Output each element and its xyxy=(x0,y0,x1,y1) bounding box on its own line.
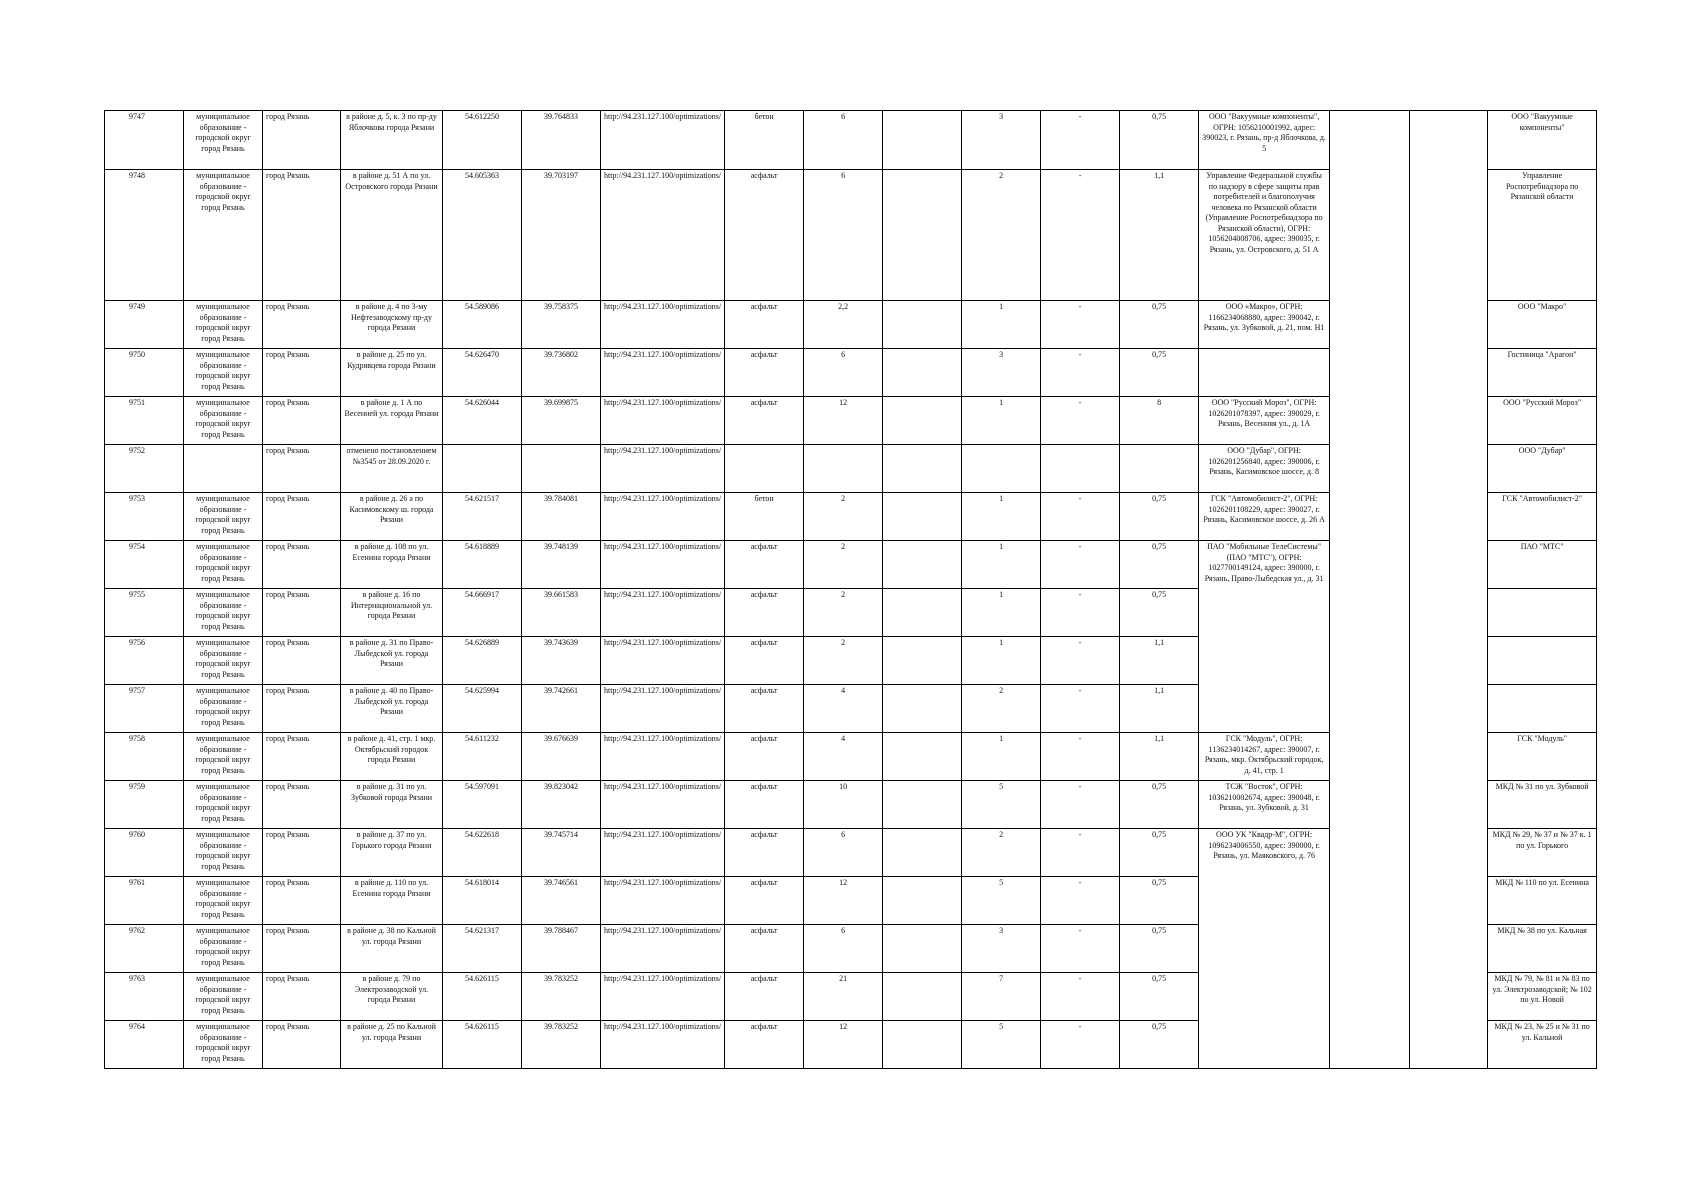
row-number: 9750 xyxy=(105,349,184,397)
latitude: 54.626889 xyxy=(443,637,522,685)
empty-cell xyxy=(883,445,962,493)
dash-cell: - xyxy=(1041,589,1120,637)
municipality xyxy=(184,445,263,493)
area-value: 12 xyxy=(804,1021,883,1069)
waste-source: Гостиница "Арагон" xyxy=(1488,349,1597,397)
area-value: 4 xyxy=(804,685,883,733)
location-address: в районе д. 5, к. 3 по пр-ду Яблочкова города Рязани xyxy=(341,111,443,170)
longitude: 39.823042 xyxy=(522,781,601,829)
dash-cell: - xyxy=(1041,973,1120,1021)
container-volume: 0,75 xyxy=(1120,781,1199,829)
dash-cell: - xyxy=(1041,637,1120,685)
area-value: 2,2 xyxy=(804,301,883,349)
municipality: муниципальное образование - городской округ город Рязань xyxy=(184,973,263,1021)
dash-cell: - xyxy=(1041,541,1120,589)
container-volume: 0,75 xyxy=(1120,349,1199,397)
empty-cell xyxy=(883,541,962,589)
waste-source: МКД № 29, № 37 и № 37 к. 1 по ул. Горького xyxy=(1488,829,1597,877)
container-count: 1 xyxy=(962,301,1041,349)
container-count: 1 xyxy=(962,541,1041,589)
latitude: 54.612250 xyxy=(443,111,522,170)
row-number: 9752 xyxy=(105,445,184,493)
waste-source: ООО "Дубар" xyxy=(1488,445,1597,493)
surface-type: асфальт xyxy=(725,541,804,589)
map-link[interactable]: http://94.231.127.100/optimizations/ xyxy=(601,973,725,1021)
city-name: город Рязань xyxy=(263,685,341,733)
location-address: в районе д. 1 А по Весенней ул. города Рязани xyxy=(341,397,443,445)
row-number: 9753 xyxy=(105,493,184,541)
container-volume: 1,1 xyxy=(1120,685,1199,733)
dash-cell: - xyxy=(1041,733,1120,781)
area-value: 4 xyxy=(804,733,883,781)
area-value: 12 xyxy=(804,397,883,445)
area-value: 6 xyxy=(804,111,883,170)
waste-source: МКД № 31 по ул. Зубковой xyxy=(1488,781,1597,829)
latitude: 54.618889 xyxy=(443,541,522,589)
municipality: муниципальное образование - городской округ город Рязань xyxy=(184,170,263,301)
waste-owner: ООО "Вакуумные компоненты", ОГРН: 1056210001992, адрес: 390023, г. Рязань, пр-д Яблочкова, д. 5 xyxy=(1199,111,1330,170)
empty-cell xyxy=(883,733,962,781)
container-volume: 1,1 xyxy=(1120,170,1199,301)
location-address: в районе д. 26 а по Касимовскому ш. города Рязани xyxy=(341,493,443,541)
area-value: 6 xyxy=(804,925,883,973)
map-link[interactable]: http://94.231.127.100/optimizations/ xyxy=(601,829,725,877)
empty-cell xyxy=(883,637,962,685)
city-name: город Рязань xyxy=(263,973,341,1021)
municipality: муниципальное образование - городской округ город Рязань xyxy=(184,685,263,733)
dash-cell: - xyxy=(1041,1021,1120,1069)
map-link[interactable]: http://94.231.127.100/optimizations/ xyxy=(601,301,725,349)
waste-owner: ПАО "Мобильные ТелеСистемы" (ПАО "МТС"), ОГРН: 1027700149124, адрес: 390000, г. Рязань, Право-Лыбедская ул., д. 31 xyxy=(1199,541,1330,733)
city-name: город Рязань xyxy=(263,349,341,397)
waste-owner: ООО "Русский Мороз", ОГРН: 1026201078397, адрес: 390029, г. Рязань, Весенняя ул., д. 1А xyxy=(1199,397,1330,445)
longitude xyxy=(522,445,601,493)
surface-type: асфальт xyxy=(725,973,804,1021)
latitude: 54.626115 xyxy=(443,973,522,1021)
map-link[interactable]: http://94.231.127.100/optimizations/ xyxy=(601,589,725,637)
waste-source: ООО "Русский Мороз" xyxy=(1488,397,1597,445)
surface-type: асфальт xyxy=(725,397,804,445)
map-link[interactable]: http://94.231.127.100/optimizations/ xyxy=(601,637,725,685)
row-number: 9755 xyxy=(105,589,184,637)
city-name: город Рязань xyxy=(263,111,341,170)
latitude: 54.626115 xyxy=(443,1021,522,1069)
area-value: 10 xyxy=(804,781,883,829)
waste-source: ООО "Макро" xyxy=(1488,301,1597,349)
waste-owner: ТСЖ "Восток", ОГРН: 1036210002674, адрес: 390048, г. Рязань, ул. Зубковой, д. 31 xyxy=(1199,781,1330,829)
waste-source xyxy=(1488,589,1597,637)
empty-cell xyxy=(883,1021,962,1069)
container-count: 7 xyxy=(962,973,1041,1021)
container-count: 1 xyxy=(962,637,1041,685)
container-count: 1 xyxy=(962,493,1041,541)
dash-cell: - xyxy=(1041,349,1120,397)
dash-cell: - xyxy=(1041,493,1120,541)
row-number: 9757 xyxy=(105,685,184,733)
longitude: 39.764833 xyxy=(522,111,601,170)
latitude: 54.589086 xyxy=(443,301,522,349)
dash-cell: - xyxy=(1041,397,1120,445)
waste-source: Управление Роспотребнадзора по Рязанской области xyxy=(1488,170,1597,301)
map-link[interactable]: http://94.231.127.100/optimizations/ xyxy=(601,781,725,829)
dash-cell: - xyxy=(1041,877,1120,925)
surface-type: бетон xyxy=(725,111,804,170)
container-count: 1 xyxy=(962,733,1041,781)
location-address: в районе д. 110 по ул. Есенина города Рязани xyxy=(341,877,443,925)
city-name: город Рязань xyxy=(263,877,341,925)
waste-source xyxy=(1488,685,1597,733)
empty-cell xyxy=(883,925,962,973)
container-count: 3 xyxy=(962,925,1041,973)
map-link[interactable]: http://94.231.127.100/optimizations/ xyxy=(601,170,725,301)
container-volume: 0,75 xyxy=(1120,829,1199,877)
surface-type: асфальт xyxy=(725,349,804,397)
location-address: в районе д. 40 по Право-Лыбедской ул. города Рязани xyxy=(341,685,443,733)
area-value: 2 xyxy=(804,589,883,637)
waste-source: ГСК "Модуль" xyxy=(1488,733,1597,781)
municipality: муниципальное образование - городской округ город Рязань xyxy=(184,829,263,877)
container-volume: 0,75 xyxy=(1120,493,1199,541)
location-address: в районе д. 41, стр. 1 мкр. Октябрьский городок города Рязани xyxy=(341,733,443,781)
latitude: 54.626470 xyxy=(443,349,522,397)
container-count: 1 xyxy=(962,589,1041,637)
container-volume xyxy=(1120,445,1199,493)
longitude: 39.743639 xyxy=(522,637,601,685)
row-number: 9764 xyxy=(105,1021,184,1069)
row-number: 9749 xyxy=(105,301,184,349)
location-address: в районе д. 37 по ул. Горького города Рязани xyxy=(341,829,443,877)
map-link[interactable]: http://94.231.127.100/optimizations/ xyxy=(601,877,725,925)
city-name: город Рязань xyxy=(263,445,341,493)
waste-source: ПАО "МТС" xyxy=(1488,541,1597,589)
municipality: муниципальное образование - городской округ город Рязань xyxy=(184,349,263,397)
empty-cell xyxy=(1330,111,1410,1069)
municipality: муниципальное образование - городской округ город Рязань xyxy=(184,493,263,541)
surface-type: бетон xyxy=(725,493,804,541)
location-address: в районе д. 79 по Электрозаводской ул. города Рязани xyxy=(341,973,443,1021)
city-name: город Рязань xyxy=(263,1021,341,1069)
row-number: 9763 xyxy=(105,973,184,1021)
waste-source: МКД № 23, № 25 и № 31 по ул. Кальной xyxy=(1488,1021,1597,1069)
longitude: 39.742661 xyxy=(522,685,601,733)
container-count: 3 xyxy=(962,349,1041,397)
map-link[interactable]: http://94.231.127.100/optimizations/ xyxy=(601,685,725,733)
latitude xyxy=(443,445,522,493)
latitude: 54.621517 xyxy=(443,493,522,541)
city-name: город Рязань xyxy=(263,637,341,685)
row-number: 9748 xyxy=(105,170,184,301)
row-number: 9762 xyxy=(105,925,184,973)
row-number: 9761 xyxy=(105,877,184,925)
city-name: город Рязань xyxy=(263,397,341,445)
dash-cell: - xyxy=(1041,111,1120,170)
container-volume: 0,75 xyxy=(1120,589,1199,637)
latitude: 54.597091 xyxy=(443,781,522,829)
city-name: город Рязань xyxy=(263,781,341,829)
latitude: 54.622618 xyxy=(443,829,522,877)
city-name: город Рязань xyxy=(263,829,341,877)
registry-rows xyxy=(105,111,1597,1069)
location-address: в районе д. 25 по Кальной ул. города Рязани xyxy=(341,1021,443,1069)
map-link[interactable]: http://94.231.127.100/optimizations/ xyxy=(601,1021,725,1069)
table-row xyxy=(105,111,1597,170)
municipality: муниципальное образование - городской округ город Рязань xyxy=(184,397,263,445)
city-name: город Рязань xyxy=(263,493,341,541)
surface-type: асфальт xyxy=(725,781,804,829)
empty-cell xyxy=(883,349,962,397)
location-address: в районе д. 16 по Интернациональной ул. города Рязани xyxy=(341,589,443,637)
container-volume: 0,75 xyxy=(1120,541,1199,589)
municipality: муниципальное образование - городской округ город Рязань xyxy=(184,781,263,829)
empty-cell xyxy=(883,111,962,170)
area-value xyxy=(804,445,883,493)
latitude: 54.605363 xyxy=(443,170,522,301)
municipality: муниципальное образование - городской округ город Рязань xyxy=(184,637,263,685)
location-address: в районе д. 51 А по ул. Островского города Рязани xyxy=(341,170,443,301)
longitude: 39.783252 xyxy=(522,1021,601,1069)
container-volume: 1,1 xyxy=(1120,733,1199,781)
surface-type: асфальт xyxy=(725,170,804,301)
municipality: муниципальное образование - городской округ город Рязань xyxy=(184,1021,263,1069)
latitude: 54.625994 xyxy=(443,685,522,733)
surface-type: асфальт xyxy=(725,877,804,925)
row-number: 9760 xyxy=(105,829,184,877)
longitude: 39.746561 xyxy=(522,877,601,925)
latitude: 54.621317 xyxy=(443,925,522,973)
container-volume: 0,75 xyxy=(1120,973,1199,1021)
location-address: в районе д. 4 по 3-му Нефтезаводскому пр-ду города Рязани xyxy=(341,301,443,349)
container-count: 2 xyxy=(962,829,1041,877)
dash-cell: - xyxy=(1041,925,1120,973)
longitude: 39.699875 xyxy=(522,397,601,445)
area-value: 21 xyxy=(804,973,883,1021)
municipality: муниципальное образование - городской округ город Рязань xyxy=(184,589,263,637)
row-number: 9756 xyxy=(105,637,184,685)
surface-type xyxy=(725,445,804,493)
dash-cell: - xyxy=(1041,685,1120,733)
row-number: 9759 xyxy=(105,781,184,829)
longitude: 39.784081 xyxy=(522,493,601,541)
latitude: 54.618014 xyxy=(443,877,522,925)
container-count xyxy=(962,445,1041,493)
dash-cell: - xyxy=(1041,781,1120,829)
registry-table xyxy=(104,110,1597,1069)
container-volume: 0,75 xyxy=(1120,111,1199,170)
empty-cell xyxy=(883,170,962,301)
container-count: 1 xyxy=(962,397,1041,445)
area-value: 6 xyxy=(804,829,883,877)
surface-type: асфальт xyxy=(725,637,804,685)
city-name: город Рязань xyxy=(263,733,341,781)
empty-cell xyxy=(1410,111,1488,1069)
container-count: 5 xyxy=(962,877,1041,925)
row-number: 9758 xyxy=(105,733,184,781)
municipality: муниципальное образование - городской округ город Рязань xyxy=(184,877,263,925)
city-name: город Рязань xyxy=(263,541,341,589)
surface-type: асфальт xyxy=(725,301,804,349)
municipality: муниципальное образование - городской округ город Рязань xyxy=(184,111,263,170)
waste-source: МКД № 110 по ул. Есенина xyxy=(1488,877,1597,925)
municipality: муниципальное образование - городской округ город Рязань xyxy=(184,925,263,973)
location-address: в районе д. 38 по Кальной ул. города Рязани xyxy=(341,925,443,973)
map-link[interactable]: http://94.231.127.100/optimizations/ xyxy=(601,541,725,589)
container-volume: 0,75 xyxy=(1120,925,1199,973)
longitude: 39.783252 xyxy=(522,973,601,1021)
area-value: 6 xyxy=(804,170,883,301)
area-value: 2 xyxy=(804,637,883,685)
municipality: муниципальное образование - городской округ город Рязань xyxy=(184,541,263,589)
map-link[interactable]: http://94.231.127.100/optimizations/ xyxy=(601,349,725,397)
map-link[interactable]: http://94.231.127.100/optimizations/ xyxy=(601,445,725,493)
container-count: 5 xyxy=(962,781,1041,829)
surface-type: асфальт xyxy=(725,829,804,877)
container-count: 2 xyxy=(962,170,1041,301)
longitude: 39.748139 xyxy=(522,541,601,589)
empty-cell xyxy=(883,301,962,349)
row-number: 9754 xyxy=(105,541,184,589)
container-count: 2 xyxy=(962,685,1041,733)
map-link[interactable]: http://94.231.127.100/optimizations/ xyxy=(601,925,725,973)
latitude: 54.611232 xyxy=(443,733,522,781)
waste-source: ГСК "Автомобилист-2" xyxy=(1488,493,1597,541)
empty-cell xyxy=(883,589,962,637)
waste-source: ООО "Вакуумные компоненты" xyxy=(1488,111,1597,170)
city-name: город Рязань xyxy=(263,589,341,637)
waste-source xyxy=(1488,637,1597,685)
empty-cell xyxy=(883,781,962,829)
area-value: 6 xyxy=(804,349,883,397)
municipality: муниципальное образование - городской округ город Рязань xyxy=(184,301,263,349)
empty-cell xyxy=(883,685,962,733)
empty-cell xyxy=(883,493,962,541)
city-name: город Рязань xyxy=(263,301,341,349)
longitude: 39.745714 xyxy=(522,829,601,877)
waste-owner: Управление Федеральной службы по надзору в сфере защиты прав потребителей и благополучия человека по Рязанской области (Управление Роспотребнадзора по Рязанской области), ОГРН: 1056204008706, адрес: 390035, г. Рязань, ул. Островского, д. 51 А xyxy=(1199,170,1330,301)
waste-source: МКД № 38 по ул. Кальная xyxy=(1488,925,1597,973)
container-volume: 0,75 xyxy=(1120,1021,1199,1069)
location-address: в районе д. 108 по ул. Есенина города Рязани xyxy=(341,541,443,589)
map-link[interactable]: http://94.231.127.100/optimizations/ xyxy=(601,493,725,541)
municipality: муниципальное образование - городской округ город Рязань xyxy=(184,733,263,781)
area-value: 2 xyxy=(804,541,883,589)
longitude: 39.703197 xyxy=(522,170,601,301)
longitude: 39.788467 xyxy=(522,925,601,973)
latitude: 54.666917 xyxy=(443,589,522,637)
waste-source: МКД № 79, № 81 и № 83 по ул. Электрозаводской; № 102 по ул. Новой xyxy=(1488,973,1597,1021)
longitude: 39.661583 xyxy=(522,589,601,637)
area-value: 12 xyxy=(804,877,883,925)
map-link[interactable]: http://94.231.127.100/optimizations/ xyxy=(601,111,725,170)
waste-owner xyxy=(1199,349,1330,397)
latitude: 54.626044 xyxy=(443,397,522,445)
location-address: в районе д. 25 по ул. Кудрявцева города Рязани xyxy=(341,349,443,397)
surface-type: асфальт xyxy=(725,589,804,637)
longitude: 39.736802 xyxy=(522,349,601,397)
dash-cell: - xyxy=(1041,829,1120,877)
dash-cell xyxy=(1041,445,1120,493)
empty-cell xyxy=(883,829,962,877)
location-address: отменено постановлением №3545 от 28.09.2020 г. xyxy=(341,445,443,493)
surface-type: асфальт xyxy=(725,1021,804,1069)
row-number: 9747 xyxy=(105,111,184,170)
city-name: город Рязань xyxy=(263,925,341,973)
map-link[interactable]: http://94.231.127.100/optimizations/ xyxy=(601,397,725,445)
waste-owner: ООО "Дубар", ОГРН: 1026201256840, адрес: 390006, г. Рязань, Касимовское шоссе, д. 8 xyxy=(1199,445,1330,493)
longitude: 39.758375 xyxy=(522,301,601,349)
empty-cell xyxy=(883,973,962,1021)
city-name: город Рязань xyxy=(263,170,341,301)
waste-owner: ООО УК "Квадр-М", ОГРН: 1096234006550, адрес: 390000, г. Рязань, ул. Маяковского, д. 76 xyxy=(1199,829,1330,1069)
waste-owner: ГСК "Автомобилист-2", ОГРН: 1026201108229, адрес: 390027, г. Рязань, Касимовское шоссе, д. 26 А xyxy=(1199,493,1330,541)
empty-cell xyxy=(883,877,962,925)
map-link[interactable]: http://94.231.127.100/optimizations/ xyxy=(601,733,725,781)
row-number: 9751 xyxy=(105,397,184,445)
surface-type: асфальт xyxy=(725,685,804,733)
container-volume: 1,1 xyxy=(1120,637,1199,685)
surface-type: асфальт xyxy=(725,925,804,973)
container-volume: 0,75 xyxy=(1120,301,1199,349)
location-address: в районе д. 31 по Право-Лыбедской ул. города Рязани xyxy=(341,637,443,685)
waste-owner: ООО «Макро», ОГРН: 1166234068880, адрес: 390042, г. Рязань, ул. Зубковой, д. 21, пом. Н1 xyxy=(1199,301,1330,349)
dash-cell: - xyxy=(1041,301,1120,349)
longitude: 39.676639 xyxy=(522,733,601,781)
waste-owner: ГСК "Модуль", ОГРН: 1136234014267, адрес: 390007, г. Рязань, мкр. Октябрьский городок, д. 41, стр. 1 xyxy=(1199,733,1330,781)
surface-type: асфальт xyxy=(725,733,804,781)
location-address: в районе д. 31 по ул. Зубковой города Рязани xyxy=(341,781,443,829)
container-count: 3 xyxy=(962,111,1041,170)
dash-cell: - xyxy=(1041,170,1120,301)
container-volume: 8 xyxy=(1120,397,1199,445)
container-volume: 0,75 xyxy=(1120,877,1199,925)
empty-cell xyxy=(883,397,962,445)
container-count: 5 xyxy=(962,1021,1041,1069)
area-value: 2 xyxy=(804,493,883,541)
